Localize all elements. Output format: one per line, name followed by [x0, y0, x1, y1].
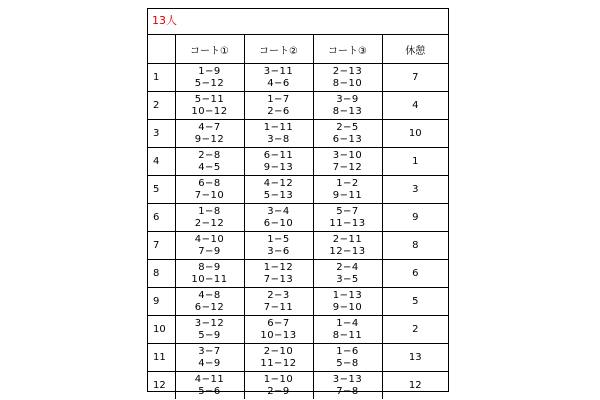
schedule-table — [148, 35, 448, 399]
match-pair: 7−11 — [263, 301, 294, 313]
match-pair: 8−10 — [332, 77, 363, 89]
match-pair: 5−7 — [336, 205, 359, 217]
match-pair: 4−7 — [198, 121, 221, 133]
match-pair: 10−13 — [260, 329, 297, 341]
match-pair: 2−3 — [267, 289, 290, 301]
match-pair: 1−11 — [263, 121, 294, 133]
match-pair: 7−9 — [198, 245, 221, 257]
table-row — [148, 288, 448, 316]
court-2-cell — [244, 64, 313, 92]
court-2-cell — [244, 372, 313, 400]
table-row — [148, 372, 448, 400]
table-row — [148, 232, 448, 260]
header-row — [148, 35, 448, 64]
match-pair: 1−4 — [336, 317, 359, 329]
match-pair: 6−7 — [267, 317, 290, 329]
match-pair: 9−13 — [263, 161, 294, 173]
header-court-1: コート① — [175, 35, 244, 64]
court-3-cell — [313, 92, 382, 120]
round-number: 9 — [148, 288, 175, 316]
match-pair: 7−8 — [336, 385, 359, 397]
rest-player: 12 — [382, 372, 448, 400]
header-court-3: コート③ — [313, 35, 382, 64]
round-number: 2 — [148, 92, 175, 120]
court-1-cell — [175, 148, 244, 176]
match-pair: 8−11 — [332, 329, 363, 341]
table-row — [148, 176, 448, 204]
round-number: 6 — [148, 204, 175, 232]
round-number: 1 — [148, 64, 175, 92]
match-pair: 10−12 — [191, 105, 228, 117]
match-pair: 8−13 — [332, 105, 363, 117]
court-2-cell — [244, 260, 313, 288]
match-pair: 1−5 — [267, 233, 290, 245]
match-pair: 4−10 — [194, 233, 225, 245]
header-court-2: コート② — [244, 35, 313, 64]
match-pair: 2−5 — [336, 121, 359, 133]
table-row — [148, 92, 448, 120]
match-pair: 3−12 — [194, 317, 225, 329]
match-pair: 2−9 — [267, 385, 290, 397]
court-3-cell — [313, 288, 382, 316]
rest-player: 3 — [382, 176, 448, 204]
round-number: 10 — [148, 316, 175, 344]
match-pair: 2−11 — [332, 233, 363, 245]
court-1-cell — [175, 372, 244, 400]
match-pair: 1−9 — [198, 65, 221, 77]
match-pair: 5−11 — [194, 93, 225, 105]
court-3-cell — [313, 64, 382, 92]
sheet-title: 13人 — [148, 9, 448, 35]
match-pair: 2−12 — [194, 217, 225, 229]
rest-player: 13 — [382, 344, 448, 372]
court-2-cell — [244, 120, 313, 148]
table-row — [148, 344, 448, 372]
match-pair: 6−12 — [194, 301, 225, 313]
court-3-cell — [313, 344, 382, 372]
court-2-cell — [244, 288, 313, 316]
rest-player: 4 — [382, 92, 448, 120]
match-pair: 3−4 — [267, 205, 290, 217]
match-pair: 3−11 — [263, 65, 294, 77]
match-pair: 1−6 — [336, 345, 359, 357]
court-1-cell — [175, 120, 244, 148]
match-pair: 9−10 — [332, 301, 363, 313]
court-2-cell — [244, 148, 313, 176]
match-pair: 3−8 — [267, 133, 290, 145]
rest-player: 7 — [382, 64, 448, 92]
round-number: 7 — [148, 232, 175, 260]
schedule-sheet — [147, 8, 449, 397]
match-pair: 6−11 — [263, 149, 294, 161]
match-pair: 2−10 — [263, 345, 294, 357]
match-pair: 5−9 — [198, 329, 221, 341]
court-2-cell — [244, 316, 313, 344]
match-pair: 3−5 — [336, 273, 359, 285]
match-pair: 2−6 — [267, 105, 290, 117]
match-pair: 3−10 — [332, 149, 363, 161]
court-3-cell — [313, 260, 382, 288]
court-1-cell — [175, 176, 244, 204]
court-3-cell — [313, 372, 382, 400]
match-pair: 2−4 — [336, 261, 359, 273]
court-2-cell — [244, 92, 313, 120]
court-3-cell — [313, 176, 382, 204]
round-number: 12 — [148, 372, 175, 400]
match-pair: 5−12 — [194, 77, 225, 89]
match-pair: 9−11 — [332, 189, 363, 201]
table-row — [148, 316, 448, 344]
match-pair: 4−12 — [263, 177, 294, 189]
match-pair: 7−13 — [263, 273, 294, 285]
match-pair: 6−13 — [332, 133, 363, 145]
court-1-cell — [175, 232, 244, 260]
match-pair: 11−12 — [260, 357, 297, 369]
match-pair: 2−8 — [198, 149, 221, 161]
court-1-cell — [175, 64, 244, 92]
match-pair: 4−11 — [194, 373, 225, 385]
match-pair: 1−12 — [263, 261, 294, 273]
match-pair: 3−7 — [198, 345, 221, 357]
court-3-cell — [313, 204, 382, 232]
match-pair: 4−6 — [267, 77, 290, 89]
header-round — [148, 35, 175, 64]
court-1-cell — [175, 204, 244, 232]
schedule-body — [148, 64, 448, 400]
round-number: 11 — [148, 344, 175, 372]
match-pair: 1−7 — [267, 93, 290, 105]
court-1-cell — [175, 344, 244, 372]
table-row — [148, 260, 448, 288]
table-row — [148, 148, 448, 176]
table-row — [148, 64, 448, 92]
rest-player: 2 — [382, 316, 448, 344]
court-2-cell — [244, 232, 313, 260]
match-pair: 1−2 — [336, 177, 359, 189]
court-1-cell — [175, 288, 244, 316]
match-pair: 10−11 — [191, 273, 228, 285]
match-pair: 3−13 — [332, 373, 363, 385]
match-pair: 6−8 — [198, 177, 221, 189]
match-pair: 2−13 — [332, 65, 363, 77]
round-number: 8 — [148, 260, 175, 288]
rest-player: 1 — [382, 148, 448, 176]
match-pair: 4−5 — [198, 161, 221, 173]
table-row — [148, 204, 448, 232]
rest-player: 5 — [382, 288, 448, 316]
rest-player: 10 — [382, 120, 448, 148]
court-2-cell — [244, 344, 313, 372]
match-pair: 7−12 — [332, 161, 363, 173]
court-2-cell — [244, 176, 313, 204]
match-pair: 1−13 — [332, 289, 363, 301]
match-pair: 5−13 — [263, 189, 294, 201]
match-pair: 3−6 — [267, 245, 290, 257]
match-pair: 4−8 — [198, 289, 221, 301]
match-pair: 12−13 — [329, 245, 366, 257]
rest-player: 6 — [382, 260, 448, 288]
match-pair: 5−6 — [198, 385, 221, 397]
court-3-cell — [313, 120, 382, 148]
match-pair: 5−8 — [336, 357, 359, 369]
court-3-cell — [313, 316, 382, 344]
match-pair: 3−9 — [336, 93, 359, 105]
match-pair: 6−10 — [263, 217, 294, 229]
court-1-cell — [175, 260, 244, 288]
table-row — [148, 120, 448, 148]
match-pair: 4−9 — [198, 357, 221, 369]
round-number: 3 — [148, 120, 175, 148]
rest-player: 9 — [382, 204, 448, 232]
match-pair: 1−10 — [263, 373, 294, 385]
round-number: 5 — [148, 176, 175, 204]
court-1-cell — [175, 92, 244, 120]
court-2-cell — [244, 204, 313, 232]
match-pair: 9−12 — [194, 133, 225, 145]
header-rest: 休憩 — [382, 35, 448, 64]
match-pair: 11−13 — [329, 217, 366, 229]
court-3-cell — [313, 232, 382, 260]
rest-player: 8 — [382, 232, 448, 260]
match-pair: 8−9 — [198, 261, 221, 273]
court-1-cell — [175, 316, 244, 344]
match-pair: 1−8 — [198, 205, 221, 217]
round-number: 4 — [148, 148, 175, 176]
court-3-cell — [313, 148, 382, 176]
match-pair: 7−10 — [194, 189, 225, 201]
